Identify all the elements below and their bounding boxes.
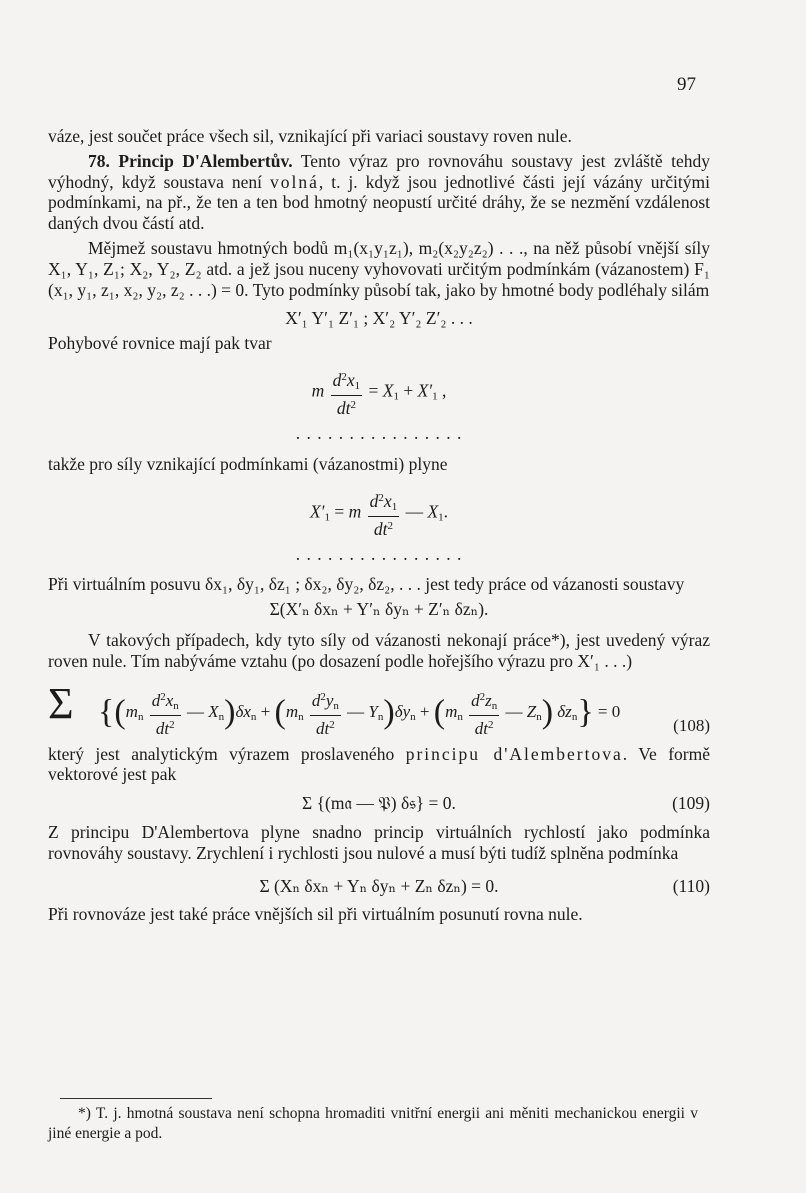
paragraph-virtual-velocities: Z principu D'Alembertova plyne snadno princip virtuálních rychlostí jako podmínka rovnováhy soustavy. Zrychlení i rychlosti jsou nulové a musí býti tudíž splněna podmínka <box>48 821 710 863</box>
equation-108-number: (108) <box>673 715 710 735</box>
section-title: Princip D'Alembertův. <box>118 150 293 171</box>
sum-symbol: Σ <box>48 678 74 728</box>
equation-work: Σ(X′ₙ δxₙ + Y′ₙ δyₙ + Z′ₙ δzₙ). <box>269 599 489 620</box>
footnote: *) T. j. hmotná soustava není schopna hromaditi vnitřní energii ani měniti mechanickou energii v jiné energie a pod. <box>48 1105 698 1142</box>
equation-110 <box>48 876 710 897</box>
paragraph-principle <box>48 744 710 786</box>
section-text-a: Tento výraz pro rovnováhu soustavy jest zvláště tehdy výhodný, když soustava není <box>48 150 710 192</box>
emphasis-free: volná <box>269 171 319 192</box>
section-paragraph <box>48 151 710 234</box>
principle-text-a: který jest analytickým výrazem proslaveného <box>48 743 406 764</box>
equation-108-body: {($m_n$ $\frac{d^2x_n}{dt^2}$ — $X_n)\delta x_n + (m_n$ $\frac{d^2y_n}{dt^2}$ — $Y_n)\delta y_n + (m_n$ $\frac{d^2z_n}{dt^2}$ — $Z_n$) $\delta z_n\} = 0$ <box>98 688 620 738</box>
section-text-b: , t. j. když jsou jednotlivé části její vázány určitými podmínkami, na př., že ten a ten bod hmotný neopustí určité dráhy, že se nezmění vzdálenost daných dvou částí atd. <box>48 171 710 234</box>
paragraph-virtual: Při virtuálním posuvu δx₁, δy₁, δz₁ ; δx₂, δy₂, δz₂, . . . jest tedy práce od vázanosti soustavy <box>48 574 685 595</box>
page-body <box>48 126 710 925</box>
footnote-rule <box>60 1098 212 1099</box>
paragraph-continuation: váze, jest součet práce všech sil, vznikající při variaci soustavy roven nule. <box>48 126 572 146</box>
paragraph-no-work: V takových případech, kdy tyto síly od vázanosti nekonají práce*), jest uvedený výraz roven nule. Tím nabýváme vztahu (po dosazení podle hořejšího výrazu pro X′₁ . . .) <box>48 629 710 671</box>
equation-motion: m $\frac{d^2x_1}{dt^2}$ = $X_1 + X'_1$ , <box>311 369 447 418</box>
paragraph-system: Mějmež soustavu hmotných bodů m₁(x₁y₁z₁), m₂(x₂y₂z₂) . . ., na něž působí vnější síly X₁, Y₁, Z₁; X₂, Y₂, Z₂ atd. a jež jsou nuceny vyhovovati určitým podmínkám (vázanostem) F₁ (x₁, y₁, z₁, x₂, y₂, z₂ . . .) = 0. Tyto podmínky působí tak, jako by hmotné body podléhaly silám <box>48 237 710 300</box>
equation-109-number: (109) <box>672 793 710 814</box>
equation-109 <box>48 793 710 814</box>
equation-108 <box>48 680 710 740</box>
emphasis-principle: principu d'Alembertova <box>405 743 623 764</box>
equation-109-body: Σ {(m𝔞 — 𝔓) δ𝔰} = 0. <box>302 793 456 814</box>
equation-110-body: Σ (Xₙ δxₙ + Yₙ δyₙ + Zₙ δzₙ) = 0. <box>259 875 499 896</box>
fraction-d2x-dt2-b: $\frac{d^2x_1}{dt^2}$ <box>369 490 398 539</box>
equation-constraint-force: $X'_1 = m$ $\frac{d^2x_1}{dt^2}$ — $X_1$. <box>309 490 449 539</box>
principle-text-b: . Ve formě vektorové jest pak <box>48 743 711 785</box>
paragraph-constraint: takže pro síly vznikající podmínkami (vázanostmi) plyne <box>48 453 448 474</box>
omission-dots-1: . . . . . . . . . . . . . . . . <box>295 422 463 443</box>
fraction-d2x-dt2: $\frac{d^2x_1}{dt^2}$ <box>332 369 361 418</box>
page-number: 97 <box>677 74 696 95</box>
omission-dots-2: . . . . . . . . . . . . . . . . <box>295 543 463 564</box>
equation-110-number: (110) <box>672 875 710 896</box>
section-number: 78. <box>88 150 110 171</box>
paragraph-equilibrium: Při rovnováze jest také práce vnějších sil při virtuálním posunutí rovna nule. <box>48 904 583 925</box>
paragraph-motion: Pohybové rovnice mají pak tvar <box>48 333 272 354</box>
equation-constraint-forces: X′₁ Y′₁ Z′₁ ; X′₂ Y′₂ Z′₂ . . . <box>285 308 473 329</box>
